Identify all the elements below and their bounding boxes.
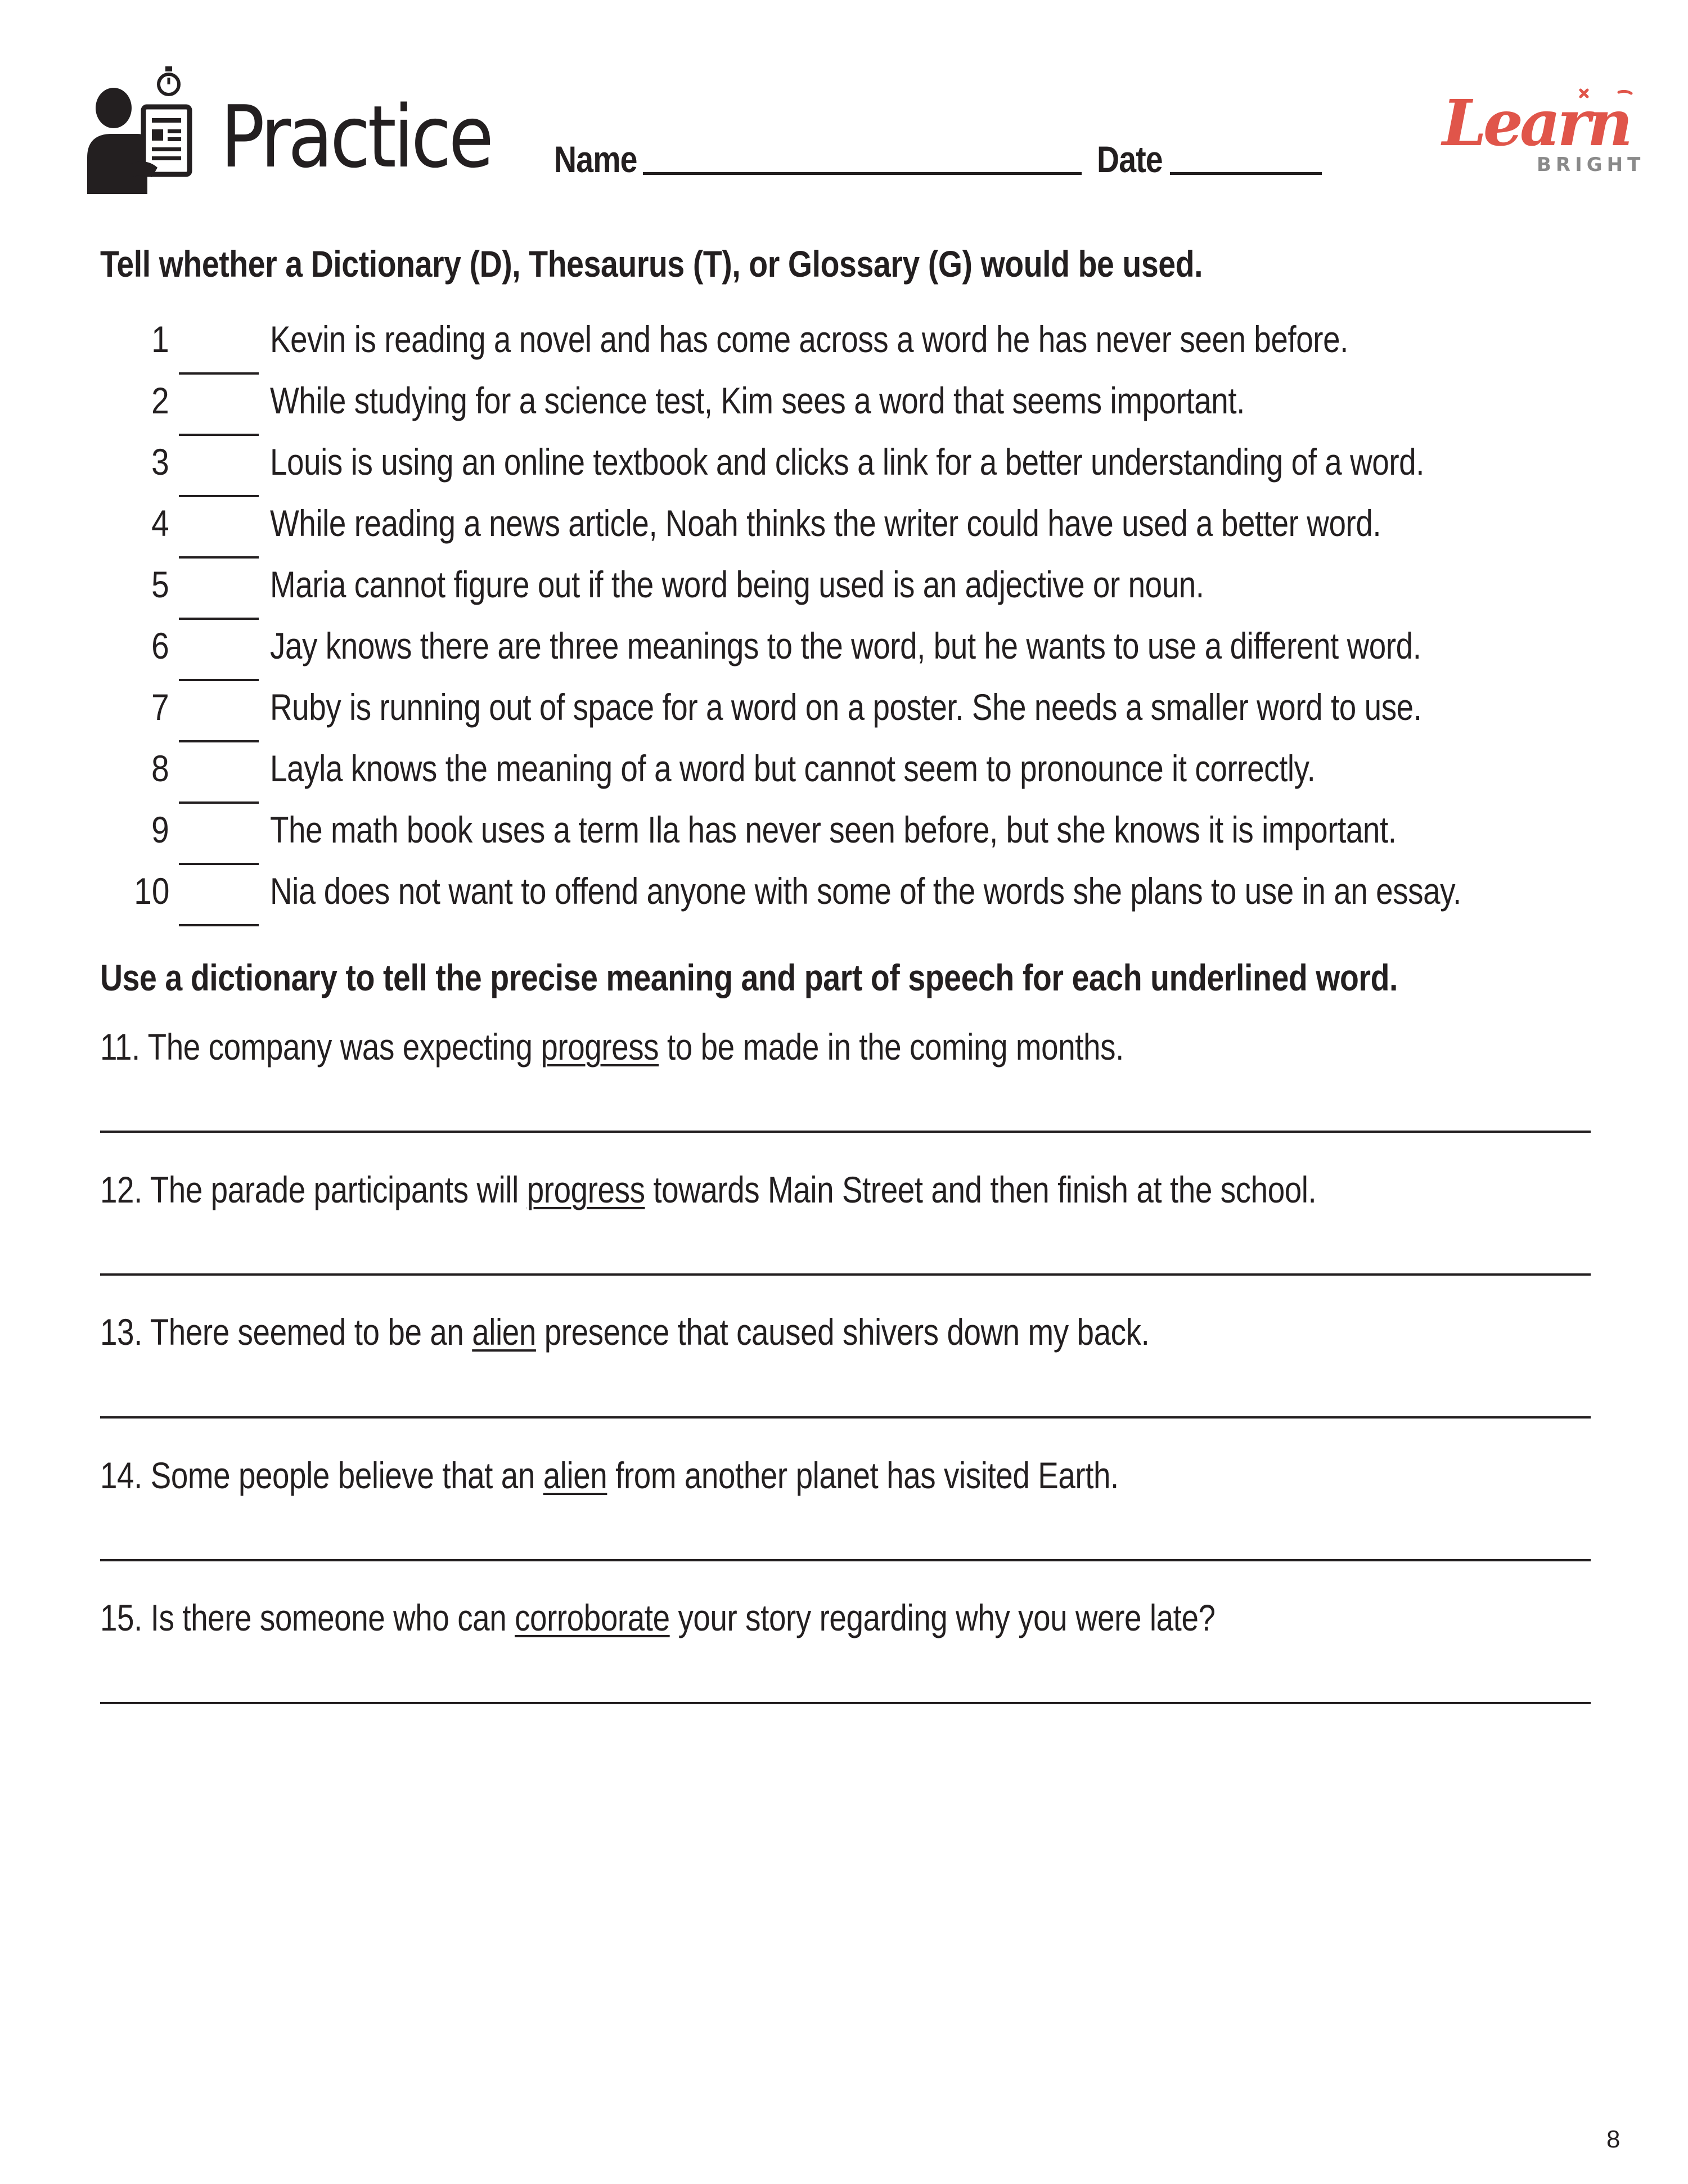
item-text: Nia does not want to offend anyone with some of the words she plans to use in an essay.: [270, 870, 1461, 912]
list-item: [0, 318, 1688, 377]
list-item: [0, 627, 1688, 683]
item-number: 10: [133, 870, 169, 912]
item-text: While reading a news article, Noah thinks the writer could have used a better word.: [270, 502, 1381, 544]
item-text: Layla knows the meaning of a word but cannot seem to pronounce it correctly.: [270, 747, 1316, 789]
page-title: Practice: [220, 87, 491, 187]
answer-blank[interactable]: [179, 924, 259, 926]
list-item: [0, 443, 1688, 499]
answer-blank[interactable]: [179, 679, 259, 681]
item-number: 1: [151, 318, 169, 360]
question-13: 13. There seemed to be an alien presence that caused shivers down my back.: [100, 1311, 1150, 1353]
answer-blank[interactable]: [179, 372, 259, 375]
name-label: Name: [554, 138, 637, 180]
answer-blank[interactable]: [179, 740, 259, 742]
answer-blank[interactable]: [179, 495, 259, 497]
answer-blank[interactable]: [179, 618, 259, 620]
item-number: 2: [151, 380, 169, 421]
name-field[interactable]: [643, 172, 1082, 175]
item-number: 7: [151, 686, 169, 728]
list-item: [0, 872, 1688, 929]
question-15: 15. Is there someone who can corroborate your story regarding why you were late?: [100, 1597, 1216, 1638]
item-text: Jay knows there are three meanings to the word, but he wants to use a different word.: [270, 625, 1421, 667]
logo-subtext: BRIGHT: [1537, 154, 1642, 176]
question-14: 14. Some people believe that an alien from another planet has visited Earth.: [100, 1455, 1119, 1496]
question-12: 12. The parade participants will progress towards Main Street and then finish at the school.: [100, 1169, 1317, 1210]
list-item: [0, 502, 1688, 561]
underlined-word: progress: [526, 1169, 645, 1210]
learn-bright-logo: [1440, 79, 1642, 180]
answer-blank[interactable]: [179, 434, 259, 436]
answer-line-11[interactable]: [100, 1131, 1591, 1133]
item-number: 6: [151, 625, 169, 667]
underlined-word: alien: [472, 1311, 536, 1353]
date-label: Date: [1097, 138, 1163, 180]
underlined-word: corroborate: [515, 1597, 670, 1638]
item-number: 3: [151, 441, 169, 483]
section2-instruction: Use a dictionary to tell the precise meaning and part of speech for each underlined word.: [100, 957, 1398, 998]
answer-line-14[interactable]: [100, 1559, 1591, 1561]
item-text: Louis is using an online textbook and clicks a link for a better understanding of a word.: [270, 441, 1425, 483]
page-number: 8: [1606, 2126, 1621, 2153]
date-field[interactable]: [1170, 172, 1322, 175]
item-text: Kevin is reading a novel and has come across a word he has never seen before.: [270, 318, 1348, 360]
item-number: 8: [151, 747, 169, 789]
section1-instruction: Tell whether a Dictionary (D), Thesaurus (T), or Glossary (G) would be used.: [100, 243, 1203, 285]
item-number: 9: [151, 809, 169, 850]
answer-blank[interactable]: [179, 556, 259, 559]
list-item: [0, 747, 1688, 806]
item-text: The math book uses a term Ila has never seen before, but she knows it is important.: [270, 809, 1397, 850]
answer-line-15[interactable]: [100, 1702, 1591, 1704]
list-item: [0, 688, 1688, 745]
answer-line-12[interactable]: [100, 1273, 1591, 1276]
logo-text: Learn: [1442, 87, 1630, 160]
list-item: [0, 382, 1688, 438]
item-text: Maria cannot figure out if the word being used is an adjective or noun.: [270, 564, 1204, 605]
item-text: Ruby is running out of space for a word on a poster. She needs a smaller word to use.: [270, 686, 1422, 728]
answer-blank[interactable]: [179, 801, 259, 804]
item-number: 5: [151, 564, 169, 605]
item-text: While studying for a science test, Kim sees a word that seems important.: [270, 380, 1245, 421]
question-11: 11. The company was expecting progress to be made in the coming months.: [100, 1026, 1124, 1068]
item-number: 4: [151, 502, 169, 544]
practice-icon: [84, 62, 197, 194]
list-item: [0, 811, 1688, 867]
list-item: [0, 566, 1688, 622]
underlined-word: progress: [541, 1026, 659, 1068]
underlined-word: alien: [543, 1455, 607, 1496]
answer-line-13[interactable]: [100, 1416, 1591, 1419]
answer-blank[interactable]: [179, 863, 259, 865]
